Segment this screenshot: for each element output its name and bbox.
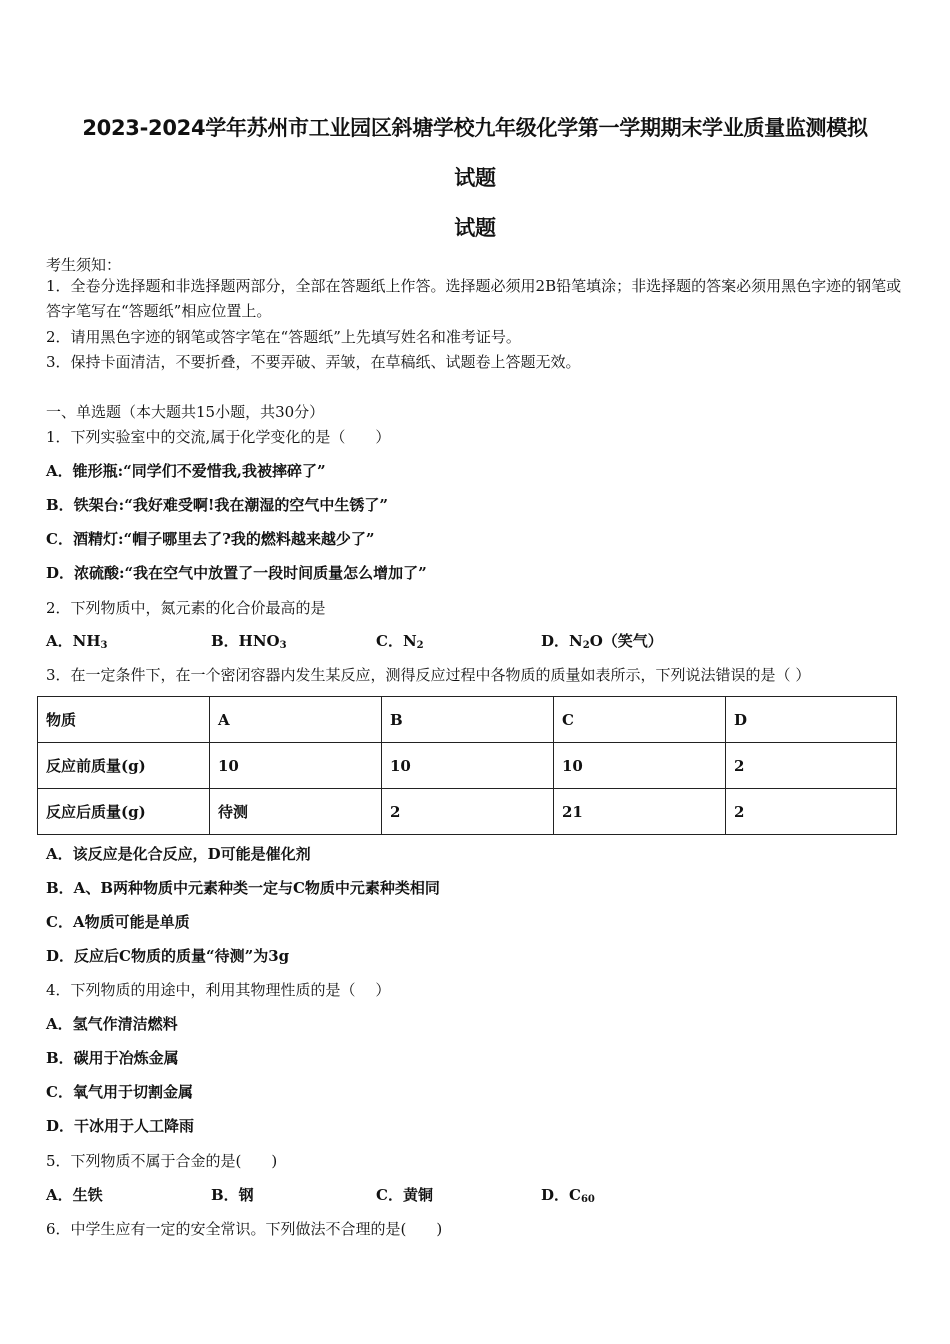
q4-option-a: A．氢气作清洁燃料 <box>46 1015 178 1033</box>
q2-option-b: B．$HNO_3$ <box>211 632 287 651</box>
q2-option-c: C．$N_2$ <box>376 632 424 651</box>
q1-stem: 1．下列实验室中的交流,属于化学变化的是（ ） <box>46 428 391 446</box>
exam-title-line-2: 试题 <box>454 166 496 190</box>
table-cell: 反应后质量(g) <box>38 789 210 835</box>
table-cell: C <box>554 697 726 743</box>
q1-option-c: C．酒精灯:“帽子哪里去了?我的燃料越来越少了” <box>46 530 375 548</box>
table-cell: 21 <box>554 789 726 835</box>
q2-option-a: A．$NH_3$ <box>46 632 108 651</box>
q5-options <box>46 1184 906 1204</box>
section-heading: 一、单选题（本大题共15小题，共30分） <box>46 403 325 421</box>
table-cell: 10 <box>210 743 382 789</box>
table-row <box>38 743 897 789</box>
table-cell: 物质 <box>38 697 210 743</box>
q4-option-b: B．碳用于冶炼金属 <box>46 1049 179 1067</box>
table-cell: 2 <box>726 789 897 835</box>
q1-option-d: D．浓硫酸:“我在空气中放置了一段时间质量怎么增加了” <box>46 564 427 582</box>
q5-stem: 5．下列物质不属于合金的是( ) <box>46 1152 278 1170</box>
q2-options <box>46 630 906 650</box>
q2-stem: 2．下列物质中，氮元素的化合价最高的是 <box>46 599 326 617</box>
table-cell: 待测 <box>210 789 382 835</box>
q4-option-c: C．氧气用于切割金属 <box>46 1083 193 1101</box>
table-cell: 2 <box>726 743 897 789</box>
q3-option-c: C．A物质可能是单质 <box>46 913 190 931</box>
table-row <box>38 789 897 835</box>
notice-item-1: 1．全卷分选择题和非选择题两部分，全部在答题纸上作答。选择题必须用2B铅笔填涂；非选择题的答案必须用黑色字迹的钢笔或答字笔写在“答题纸”相应位置上。 <box>46 277 902 320</box>
exam-title-line-1: 2023-2024学年苏州市工业园区斜塘学校九年级化学第一学期期末学业质量监测模拟 <box>82 116 868 140</box>
q3-option-a: A．该反应是化合反应，D可能是催化剂 <box>46 845 311 863</box>
q5-option-c: C．黄铜 <box>376 1186 433 1204</box>
table-cell: 10 <box>382 743 554 789</box>
notice-item-3: 3．保持卡面清洁，不要折叠，不要弄破、弄皱，在草稿纸、试题卷上答题无效。 <box>46 353 581 371</box>
table-cell: B <box>382 697 554 743</box>
table-header-row <box>38 697 897 743</box>
notice-heading: 考生须知： <box>46 256 122 274</box>
q2-option-d: D．$N_2O$（笑气） <box>541 632 663 651</box>
q4-option-d: D．干冰用于人工降雨 <box>46 1117 195 1135</box>
q3-mass-table <box>37 696 897 835</box>
table-cell: A <box>210 697 382 743</box>
q3-option-d: D．反应后C物质的质量“待测”为3g <box>46 947 290 965</box>
q3-stem: 3．在一定条件下，在一个密闭容器内发生某反应，测得反应过程中各物质的质量如表所示，下列说法错误的是（ ） <box>46 666 811 684</box>
notice-item-2: 2．请用黑色字迹的钢笔或答字笔在“答题纸”上先填写姓名和准考证号。 <box>46 328 521 346</box>
q4-stem: 4．下列物质的用途中，利用其物理性质的是（ ） <box>46 981 391 999</box>
table-cell: D <box>726 697 897 743</box>
q5-option-b: B．钢 <box>211 1186 254 1204</box>
q5-option-d: D．$C_{60}$ <box>541 1186 595 1205</box>
q6-stem: 6．中学生应有一定的安全常识。下列做法不合理的是( ) <box>46 1220 443 1238</box>
table-cell: 反应前质量(g) <box>38 743 210 789</box>
table-cell: 10 <box>554 743 726 789</box>
q1-option-b: B．铁架台:“我好难受啊!我在潮湿的空气中生锈了” <box>46 496 389 514</box>
exam-title-line-3: 试题 <box>454 216 496 240</box>
q1-option-a: A．锥形瓶:“同学们不爱惜我,我被摔碎了” <box>46 462 326 480</box>
table-cell: 2 <box>382 789 554 835</box>
q3-option-b: B．A、B两种物质中元素种类一定与C物质中元素种类相同 <box>46 879 440 897</box>
q5-option-a: A．生铁 <box>46 1186 103 1204</box>
